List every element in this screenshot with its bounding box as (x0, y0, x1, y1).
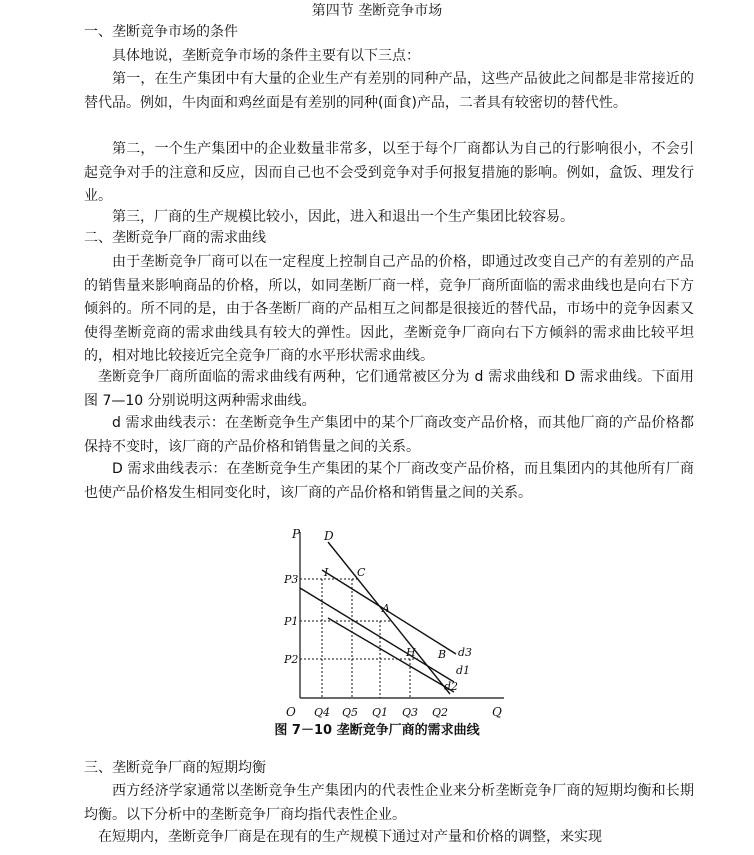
curve-D (328, 542, 450, 694)
label-curve-D: D (324, 529, 334, 543)
paragraph-demand-2: 垄断竞争厂商所面临的需求曲线有两种，它们通常被区分为 d 需求曲线和 D 需求曲线。下面用图 7—10 分别说明这两种需求曲线。 (84, 369, 694, 409)
label-p-axis: P (292, 527, 301, 541)
label-q1: Q1 (372, 706, 389, 719)
label-curve-d1: d1 (456, 664, 471, 677)
label-curve-d2: d2 (444, 680, 459, 693)
label-q5: Q5 (342, 706, 359, 719)
label-point-C: C (357, 566, 366, 579)
paragraph-short-run-2: 在短期内，垄断竞争厂商是在现有的生产规模下通过对产量和价格的调整，来实现 (98, 829, 602, 845)
demand-curve-figure (278, 522, 518, 738)
label-q-axis: Q (492, 705, 502, 719)
label-origin: O (286, 705, 296, 719)
curve-d2 (328, 618, 454, 692)
label-point-A: A (382, 602, 390, 615)
paragraph-demand-D: D 需求曲线表示：在垄断竞争生产集团的某个厂商改变产品价格，而且集团内的其他所有厂商也使产品价格发生相同变化时，该厂商的产品价格和销售量之间的关系。 (84, 461, 694, 501)
label-p2: P2 (284, 653, 299, 666)
label-point-H: H (406, 646, 416, 659)
label-p1: P1 (284, 615, 299, 628)
figure-caption: 图 7－10 垄断竞争厂商的需求曲线 (274, 723, 480, 738)
paragraph-conditions-intro: 具体地说，垄断竞争市场的条件主要有以下三点： (112, 48, 420, 64)
paragraph-demand-1: 由于垄断竞争厂商可以在一定程度上控制自己产品的价格，即通过改变自己产的有差别的产品的销售量来影响商品的价格，所以，如同垄断厂商一样，竞争厂商所面临的需求曲线也是向右下方倾斜的。所不同的是，由于各垄断厂商的产品相互之间都是很接近的替代品，市场中的竞争因素又使得垄断竞商的需求曲线具有较大的弹性。因此，垄断竞争厂商向右下方倾斜的需求曲比较平坦的，相对地比较接近完全竞争厂商的水平形状需求曲线。 (84, 254, 694, 364)
heading-demand-curve: 二、垄断竞争厂商的需求曲线 (84, 230, 266, 246)
paragraph-condition-1: 第一，在生产集团中有大量的企业生产有差别的同种产品，这些产品彼此之间都是非常接近的替代品。例如，牛肉面和鸡丝面是有差别的同种(面食)产品，二者具有较密切的替代性。 (84, 71, 694, 111)
label-q3: Q3 (402, 706, 419, 719)
paragraph-condition-3: 第三，厂商的生产规模比较小，因此，进入和退出一个生产集团比较容易。 (112, 209, 574, 225)
label-point-B: B (438, 648, 447, 661)
paragraph-short-run-1: 西方经济学家通常以垄断竞争生产集团内的代表性企业来分析垄断竞争厂商的短期均衡和长期均衡。以下分析中的垄断竞争厂商均指代表性企业。 (84, 783, 694, 823)
paragraph-demand-d: d 需求曲线表示：在垄断竞争生产集团中的某个厂商改变产品价格，而其他厂商的产品价格都保持不变时，该厂商的产品价格和销售量之间的关系。 (84, 415, 694, 455)
heading-short-run: 三、垄断竞争厂商的短期均衡 (84, 760, 266, 776)
label-point-I: I (324, 566, 329, 579)
label-p3: P3 (284, 573, 299, 586)
heading-conditions: 一、垄断竞争市场的条件 (84, 24, 238, 40)
label-q2: Q2 (432, 706, 449, 719)
section-title: 第四节 垄断竞争市场 (311, 3, 443, 19)
label-q4: Q4 (314, 706, 331, 719)
demand-curve-diagram (278, 522, 518, 722)
paragraph-condition-2: 第二，一个生产集团中的企业数量非常多，以至于每个厂商都认为自己的行影响很小，不会引起竞争对手的注意和反应，因而自己也不会受到竞争对手何报复措施的影响。例如，盒饭、理发行业。 (84, 141, 694, 204)
label-curve-d3: d3 (458, 646, 473, 659)
